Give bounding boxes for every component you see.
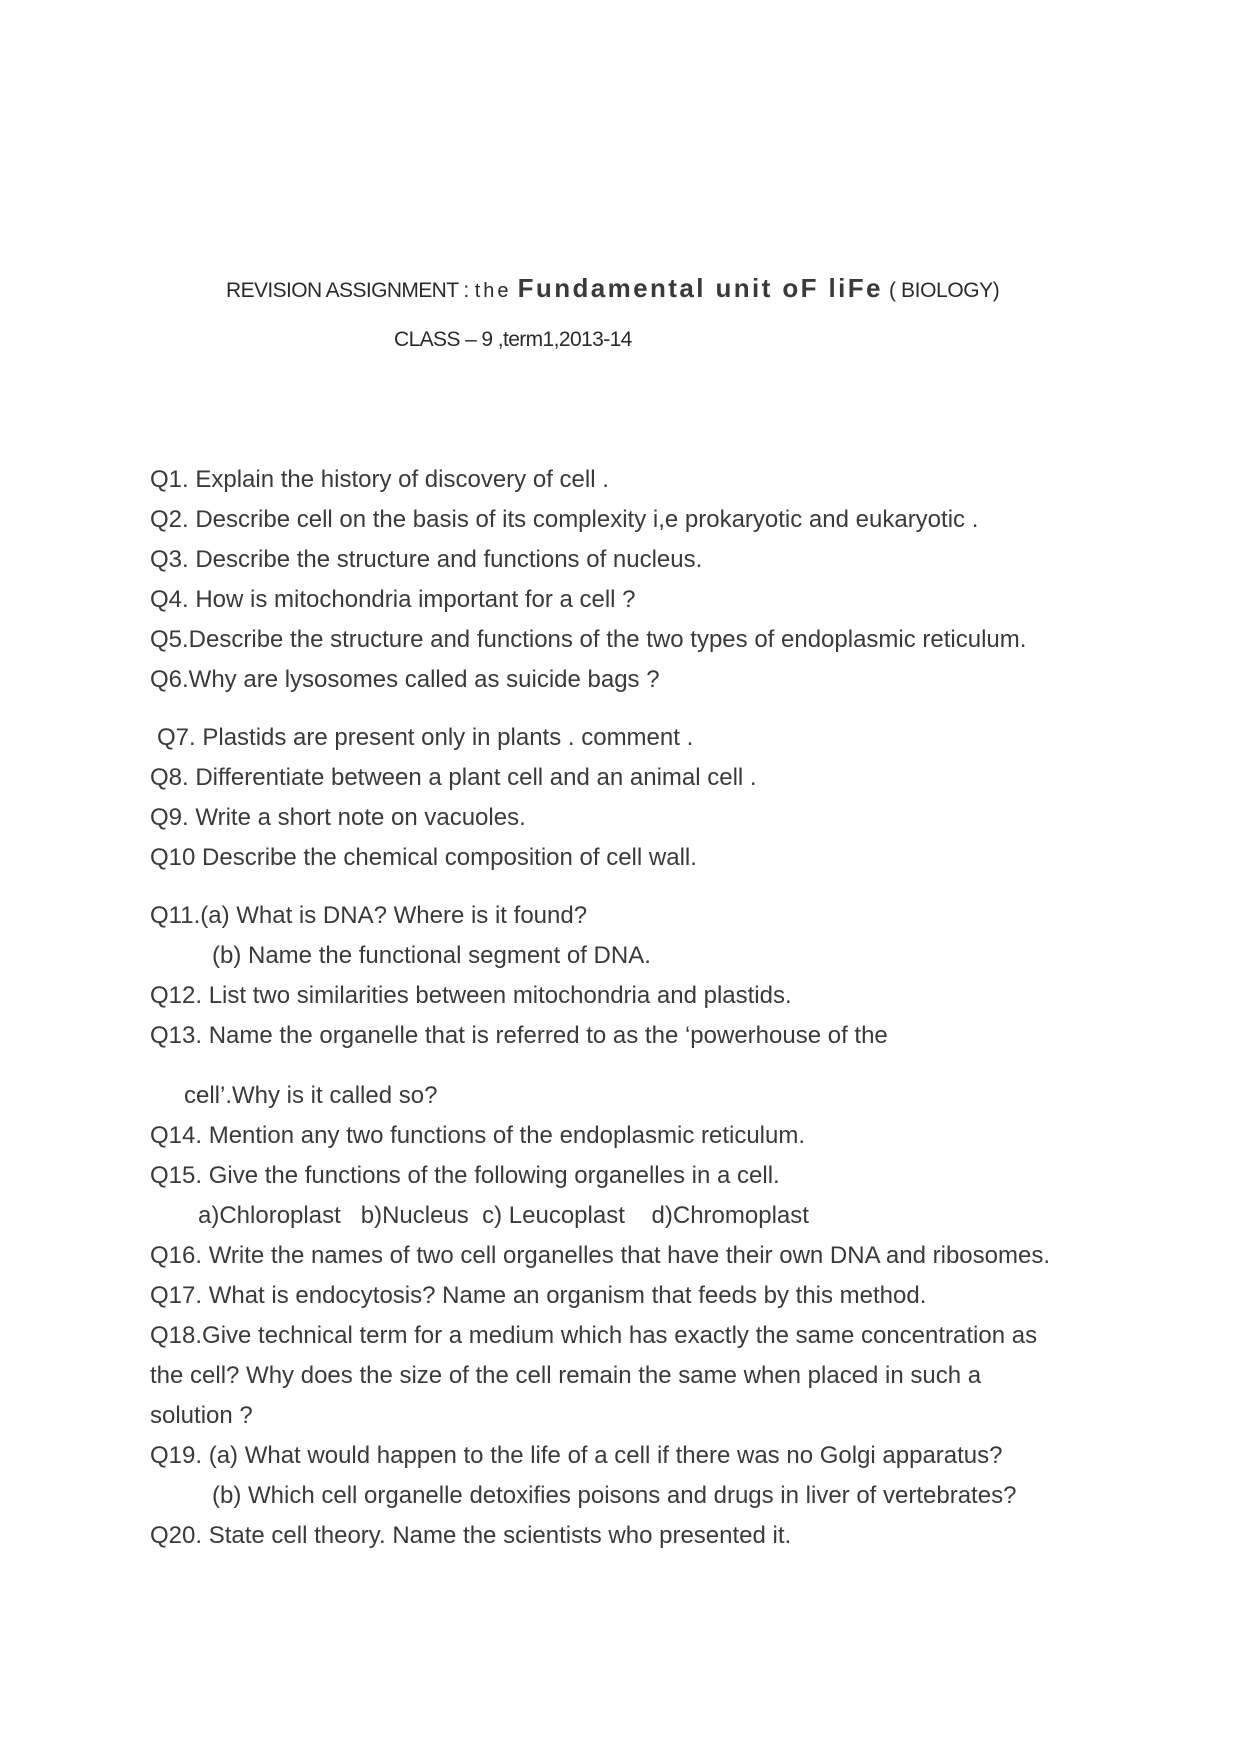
question-line: Q15. Give the functions of the following organelles in a cell. [150,1162,780,1189]
assignment-title [226,268,999,311]
question-line: cell’.Why is it called so? [184,1082,438,1109]
title-main: Fundamental unit oF liFe [517,273,883,303]
question-line: Q19. (a) What would happen to the life of a cell if there was no Golgi apparatus? [150,1442,1003,1469]
title-prefix: REVISION ASSIGNMENT : [226,279,469,302]
title-suffix: ( BIOLOGY) [889,279,1000,302]
question-line: Q8. Differentiate between a plant cell and an animal cell . [150,764,757,791]
question-line: Q2. Describe cell on the basis of its complexity i,e prokaryotic and eukaryotic . [150,506,979,533]
question-line: the cell? Why does the size of the cell remain the same when placed in such a [150,1362,982,1389]
question-line: Q20. State cell theory. Name the scientists who presented it. [150,1522,792,1549]
question-line: Q10 Describe the chemical composition of cell wall. [150,844,697,871]
question-line: Q18.Give technical term for a medium which has exactly the same concentration as [150,1322,1038,1349]
class-line: CLASS – 9 ,term1,2013-14 [394,328,632,351]
question-line: (b) Name the functional segment of DNA. [212,942,651,969]
question-line: Q3. Describe the structure and functions of nucleus. [150,546,703,573]
question-line: Q5.Describe the structure and functions of the two types of endoplasmic reticulum. [150,626,1027,653]
question-line: Q13. Name the organelle that is referred to as the ‘powerhouse of the [150,1022,888,1049]
question-line: Q1. Explain the history of discovery of cell . [150,466,609,493]
question-line: Q17. What is endocytosis? Name an organism that feeds by this method. [150,1282,927,1309]
question-line: a)Chloroplast b)Nucleus c) Leucoplast d)Chromoplast [198,1202,809,1229]
question-line: Q16. Write the names of two cell organelles that have their own DNA and ribosomes. [150,1242,1051,1269]
question-line: Q14. Mention any two functions of the endoplasmic reticulum. [150,1122,806,1149]
question-line: Q6.Why are lysosomes called as suicide bags ? [150,666,660,693]
question-line: Q4. How is mitochondria important for a cell ? [150,586,636,613]
title-the: the [474,280,512,302]
question-line: solution ? [150,1402,253,1429]
question-line: Q7. Plastids are present only in plants . comment . [157,724,694,751]
question-line: Q9. Write a short note on vacuoles. [150,804,526,831]
question-line: (b) Which cell organelle detoxifies poisons and drugs in liver of vertebrates? [212,1482,1017,1509]
question-line: Q12. List two similarities between mitochondria and plastids. [150,982,792,1009]
question-line: Q11.(a) What is DNA? Where is it found? [150,902,588,929]
